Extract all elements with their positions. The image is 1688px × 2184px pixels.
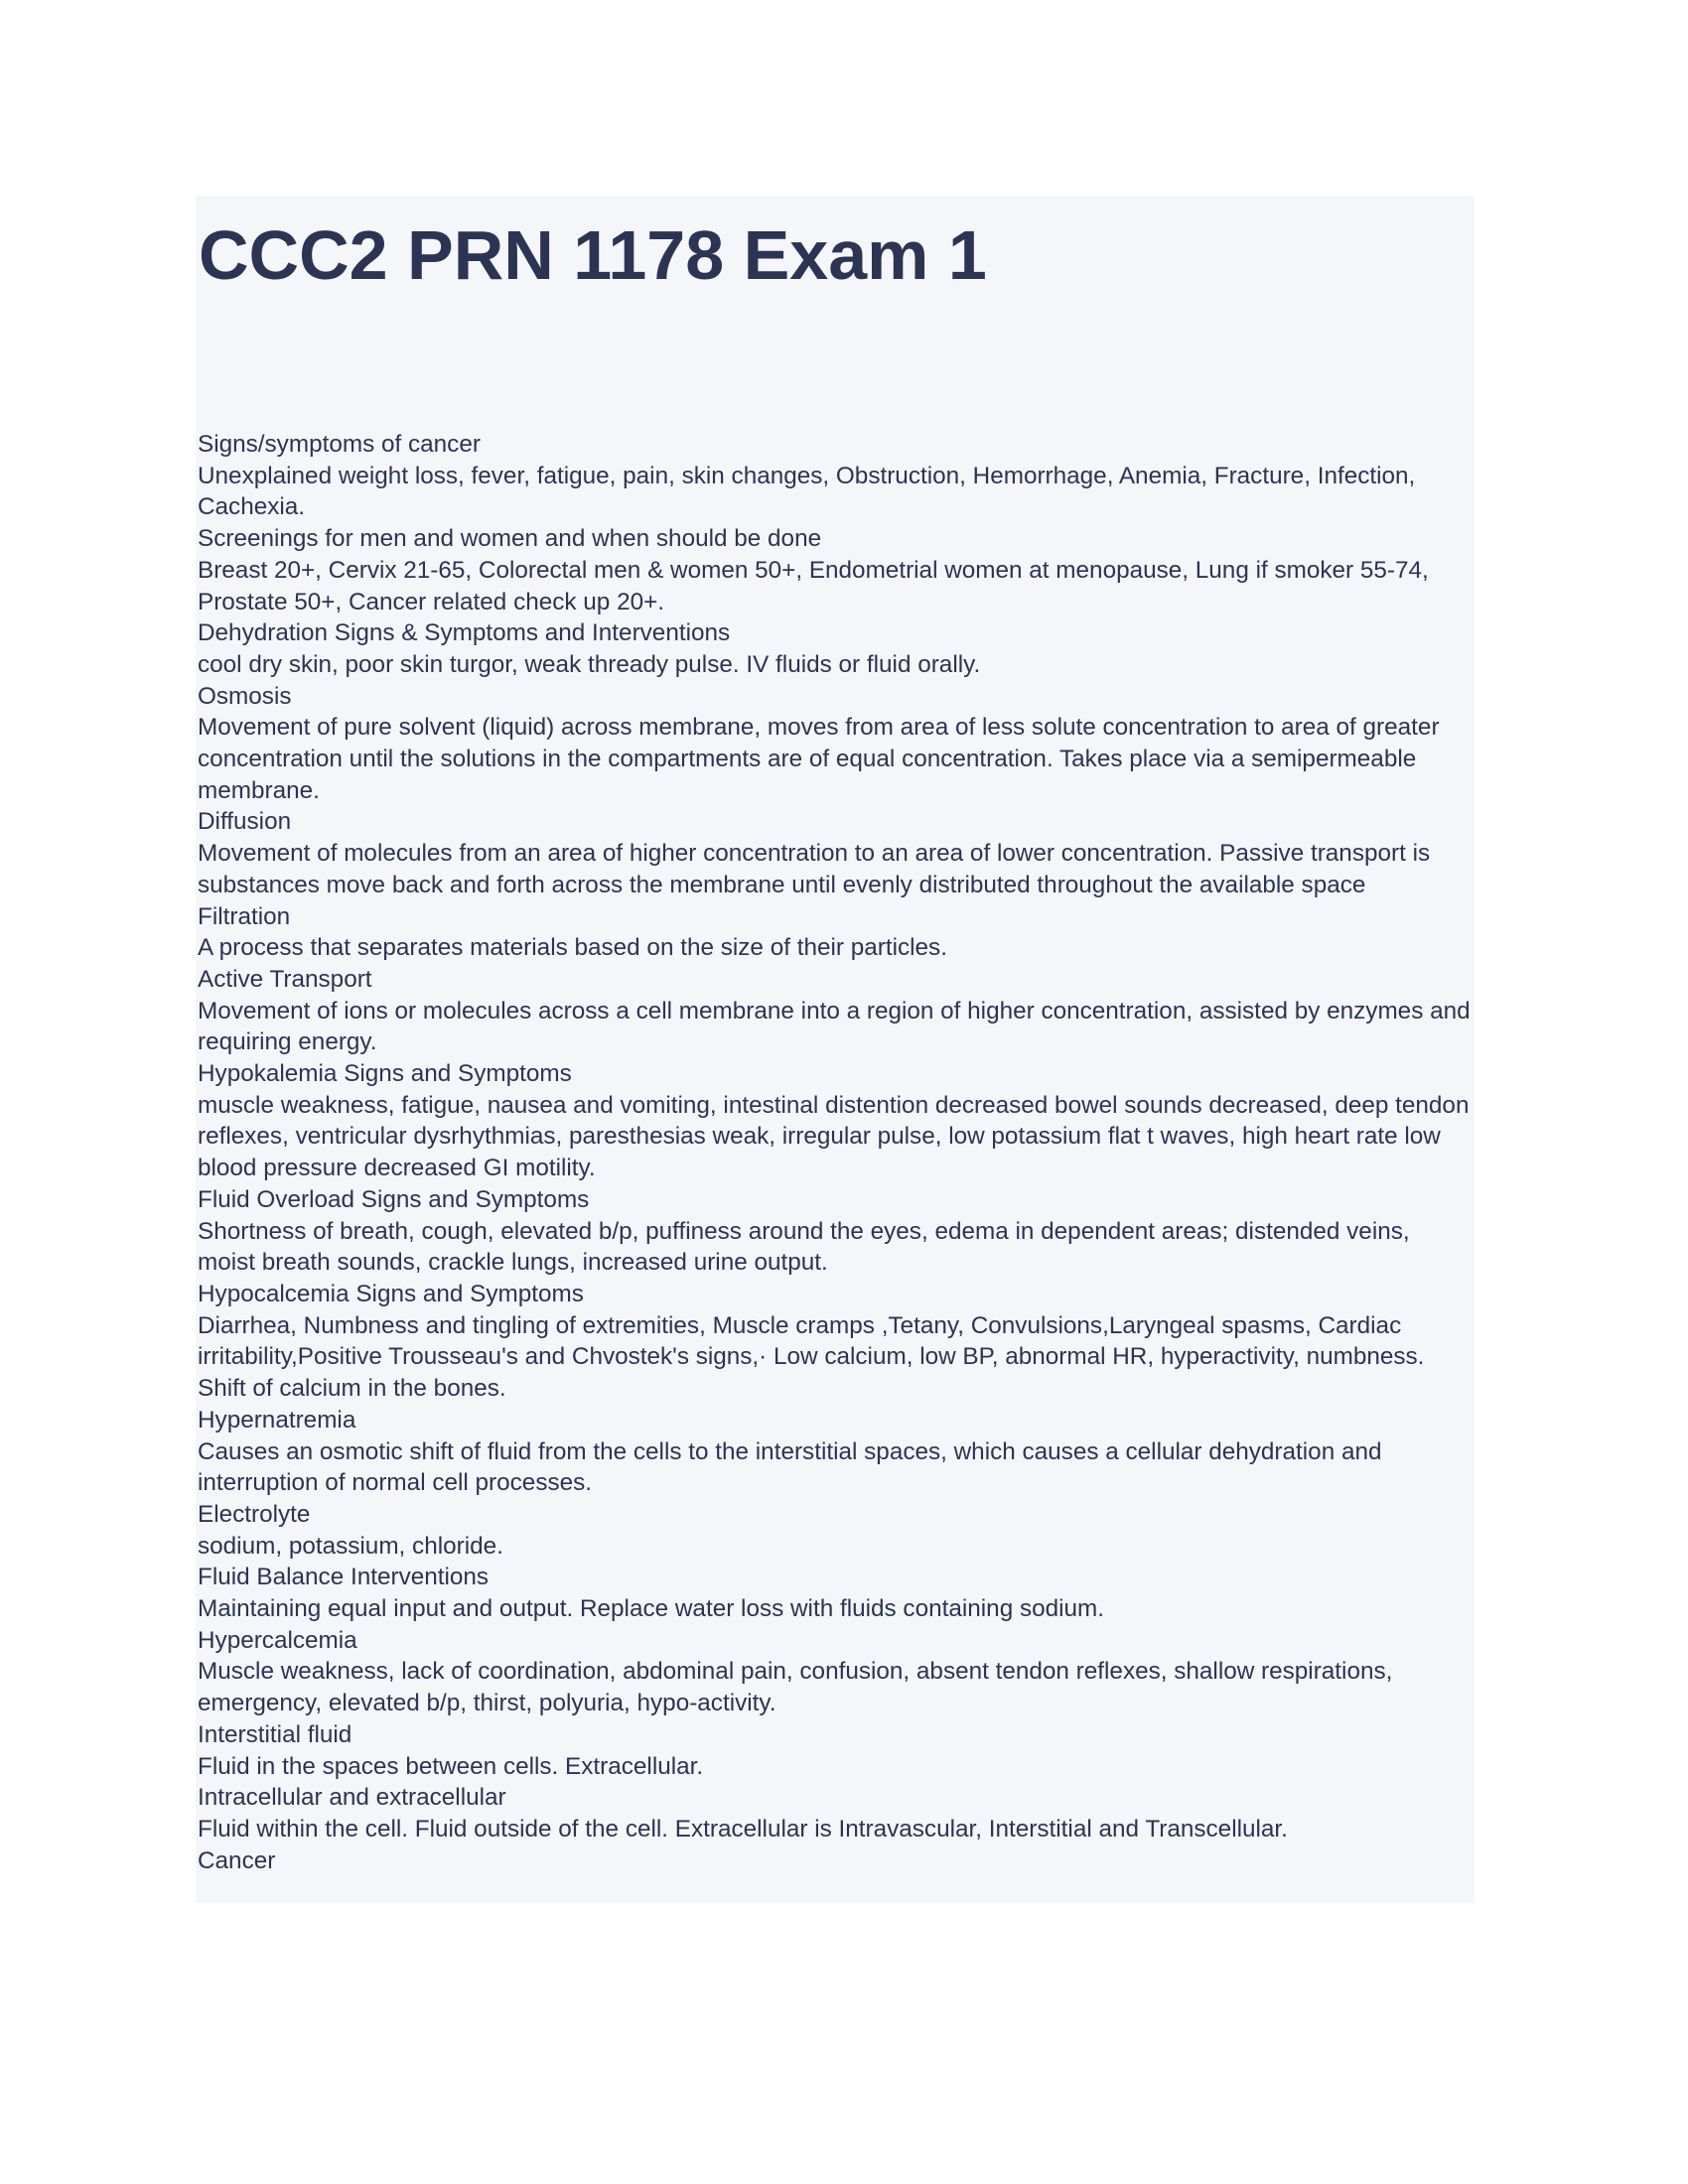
term: Osmosis (198, 682, 292, 710)
term: Hypocalcemia Signs and Symptoms (198, 1280, 584, 1307)
definition: Movement of pure solvent (liquid) across membrane, moves from area of less solute concentration to area of greater concentration until the solutions in the compartments are of equal concentration. Takes place via a semipermeable membrane. (198, 714, 1440, 804)
term: Active Transport (198, 965, 372, 993)
term: Hypokalemia Signs and Symptoms (198, 1060, 572, 1088)
definition: Unexplained weight loss, fever, fatigue, pain, skin changes, Obstruction, Hemorrhage, Anemia, Fracture, Infection, Cachexia. (198, 462, 1416, 521)
term: Fluid Balance Interventions (198, 1564, 490, 1591)
definition: Movement of molecules from an area of higher concentration to an area of lower concentration. Passive transport is substances move back and forth across the membrane until evenly distributed throughout the available space (198, 840, 1431, 898)
definition: sodium, potassium, chloride. (198, 1532, 503, 1560)
term: Screenings for men and women and when should be done (198, 525, 822, 553)
term: Interstitial fluid (198, 1720, 352, 1748)
definition: cool dry skin, poor skin turgor, weak thready pulse. IV fluids or fluid orally. (198, 650, 981, 678)
term: Dehydration Signs & Symptoms and Interventions (198, 619, 731, 647)
definition: Fluid within the cell. Fluid outside of the cell. Extracellular is Intravascular, Interstitial and Transcellular. (198, 1815, 1288, 1843)
definition: Shortness of breath, cough, elevated b/p, puffiness around the eyes, edema in dependent areas; distended veins, moist breath sounds, crackle lungs, increased urine output. (198, 1217, 1410, 1277)
term: Hypercalcemia (198, 1626, 357, 1654)
term: Hypernatremia (198, 1406, 356, 1433)
definition: Causes an osmotic shift of fluid from the cells to the interstitial spaces, which causes a cellular dehydration and interruption of normal cell processes. (198, 1437, 1382, 1497)
page-title: CCC2 PRN 1178 Exam 1 (199, 216, 987, 294)
term: Electrolyte (198, 1500, 311, 1528)
term: Cancer (198, 1846, 276, 1874)
definition: Diarrhea, Numbness and tingling of extremities, Muscle cramps ,Tetany, Convulsions,Laryngeal spasms, Cardiac irritability,Positive Trousseau's and Chvostek's signs,· Low calcium, low BP, abnormal HR, hyperactivity, numbness. Shift of calcium in the bones. (198, 1311, 1425, 1403)
term: Filtration (198, 902, 291, 930)
definition: A process that separates materials based on the size of their particles. (198, 934, 947, 962)
term: Signs/symptoms of cancer (198, 431, 481, 458)
definition: Maintaining equal input and output. Replace water loss with fluids containing sodium. (198, 1595, 1105, 1623)
term: Fluid Overload Signs and Symptoms (198, 1185, 590, 1213)
term: Diffusion (198, 808, 292, 836)
definition: Breast 20+, Cervix 21-65, Colorectal men & women 50+, Endometrial women at menopause, Lung if smoker 55-74, Prostate 50+, Cancer related check up 20+. (198, 556, 1429, 615)
definition: Muscle weakness, lack of coordination, abdominal pain, confusion, absent tendon reflexes, shallow respirations, emergency, elevated b/p, thirst, polyuria, hypo-activity. (198, 1658, 1393, 1717)
definition: Fluid in the spaces between cells. Extracellular. (198, 1752, 704, 1780)
definition: muscle weakness, fatigue, nausea and vomiting, intestinal distention decreased bowel sounds decreased, deep tendon reflexes, ventricular dysrhythmias, paresthesias weak, irregular pulse, low potassium flat t waves, high heart rate low blood pressure decreased GI motility. (198, 1091, 1470, 1182)
flashcard-list (198, 429, 1473, 1876)
definition: Movement of ions or molecules across a cell membrane into a region of higher concentration, assisted by enzymes and requiring energy. (198, 997, 1471, 1056)
term: Intracellular and extracellular (198, 1784, 506, 1812)
